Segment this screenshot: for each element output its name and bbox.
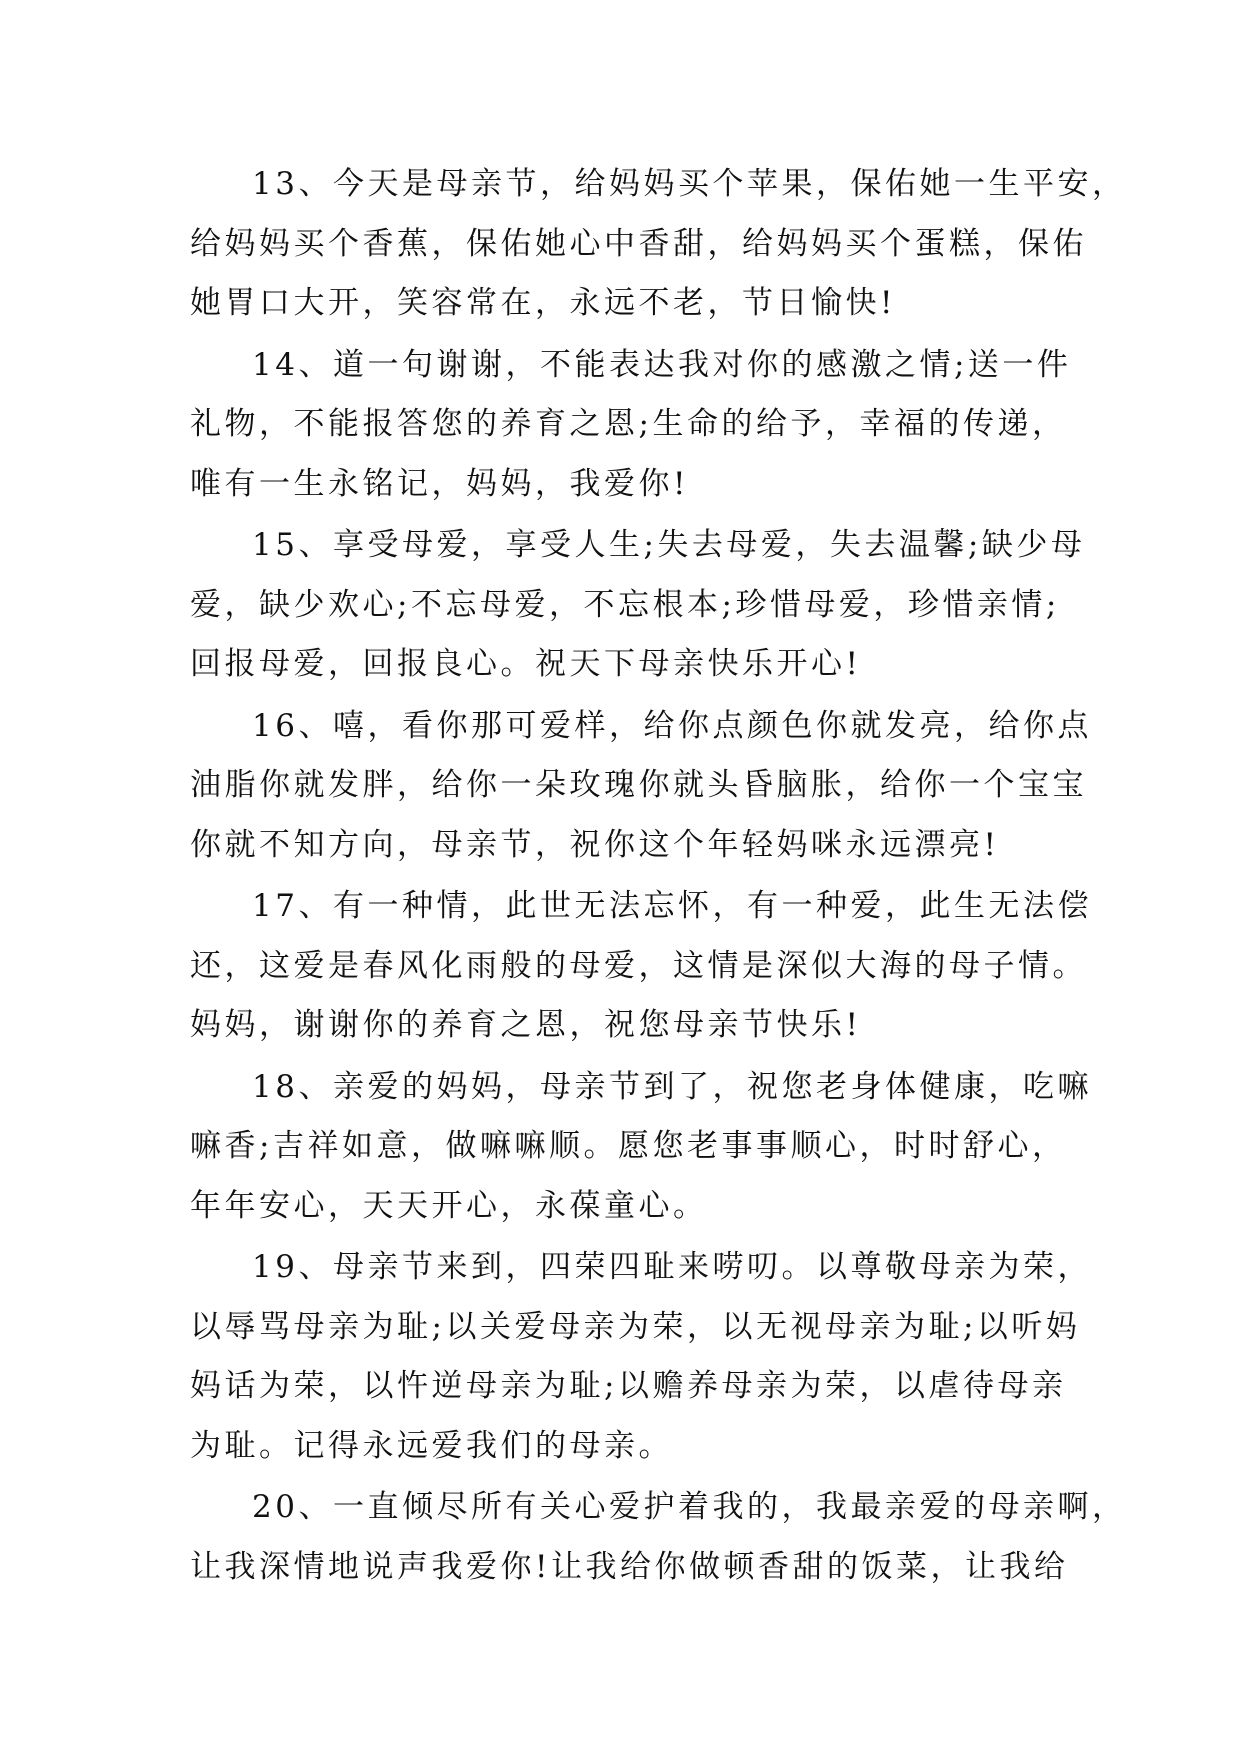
paragraph-line: 14、道一句谢谢，不能表达我对你的感激之情;送一件 — [252, 346, 1072, 383]
paragraph-line: 16、嘻，看你那可爱样，给你点颜色你就发亮，给你点 — [252, 707, 1092, 744]
paragraph-line: 18、亲爱的妈妈，母亲节到了，祝您老身体健康，吃嘛 — [252, 1068, 1092, 1105]
paragraph-line: 妈话为荣，以忤逆母亲为耻;以赡养母亲为荣，以虐待母亲 — [190, 1368, 1067, 1404]
paragraph-line: 爱，缺少欢心;不忘母爱，不忘根本;珍惜母爱，珍惜亲情; — [190, 586, 1060, 623]
paragraph-15 — [190, 516, 1086, 695]
paragraph-line: 回报母爱，回报良心。祝天下母亲快乐开心! — [190, 646, 862, 682]
paragraph-line: 为耻。记得永远爱我们的母亲。 — [190, 1427, 673, 1464]
paragraph-19 — [190, 1238, 1092, 1476]
paragraph-13 — [190, 155, 1127, 334]
paragraph-line: 礼物，不能报答您的养育之恩;生命的给予，幸福的传递， — [190, 406, 1067, 442]
paragraph-14 — [190, 336, 1072, 515]
paragraph-line: 油脂你就发胖，给你一朵玫瑰你就头昏脑胀，给你一个宝宝 — [190, 767, 1087, 803]
paragraph-20 — [190, 1478, 1127, 1597]
paragraph-line: 13、今天是母亲节，给妈妈买个苹果，保佑她一生平安， — [252, 166, 1127, 202]
paragraph-line: 17、有一种情，此世无法忘怀，有一种爱，此生无法偿 — [252, 888, 1092, 924]
paragraph-18 — [190, 1058, 1092, 1237]
paragraph-16 — [190, 697, 1092, 876]
paragraph-line: 年年安心，天天开心，永葆童心。 — [190, 1187, 708, 1224]
paragraph-line: 以辱骂母亲为耻;以关爱母亲为荣，以无视母亲为耻;以听妈 — [190, 1308, 1081, 1345]
paragraph-line: 给妈妈买个香蕉，保佑她心中香甜，给妈妈买个蛋糕，保佑 — [190, 225, 1087, 262]
paragraph-line: 19、母亲节来到，四荣四耻来唠叨。以尊敬母亲为荣， — [252, 1249, 1092, 1285]
paragraph-line: 15、享受母爱，享受人生;失去母爱，失去温馨;缺少母 — [252, 527, 1086, 563]
paragraph-line: 嘛香;吉祥如意，做嘛嘛顺。愿您老事事顺心，时时舒心， — [190, 1128, 1067, 1164]
paragraph-line: 妈妈，谢谢你的养育之恩，祝您母亲节快乐! — [190, 1007, 862, 1043]
paragraph-line: 20、一直倾尽所有关心爱护着我的，我最亲爱的母亲啊， — [252, 1489, 1127, 1525]
paragraph-line: 你就不知方向，母亲节，祝你这个年轻妈咪永远漂亮! — [190, 826, 1000, 863]
paragraph-line: 还，这爱是春风化雨般的母爱，这情是深似大海的母子情。 — [190, 947, 1087, 984]
paragraph-17 — [190, 877, 1092, 1056]
paragraph-line: 她胃口大开，笑容常在，永远不老，节日愉快! — [190, 285, 896, 321]
paragraph-line: 唯有一生永铭记，妈妈，我爱你! — [190, 465, 689, 502]
paragraph-line: 让我深情地说声我爱你!让我给你做顿香甜的饭菜，让我给 — [190, 1548, 1069, 1585]
document-body — [190, 155, 1127, 1597]
